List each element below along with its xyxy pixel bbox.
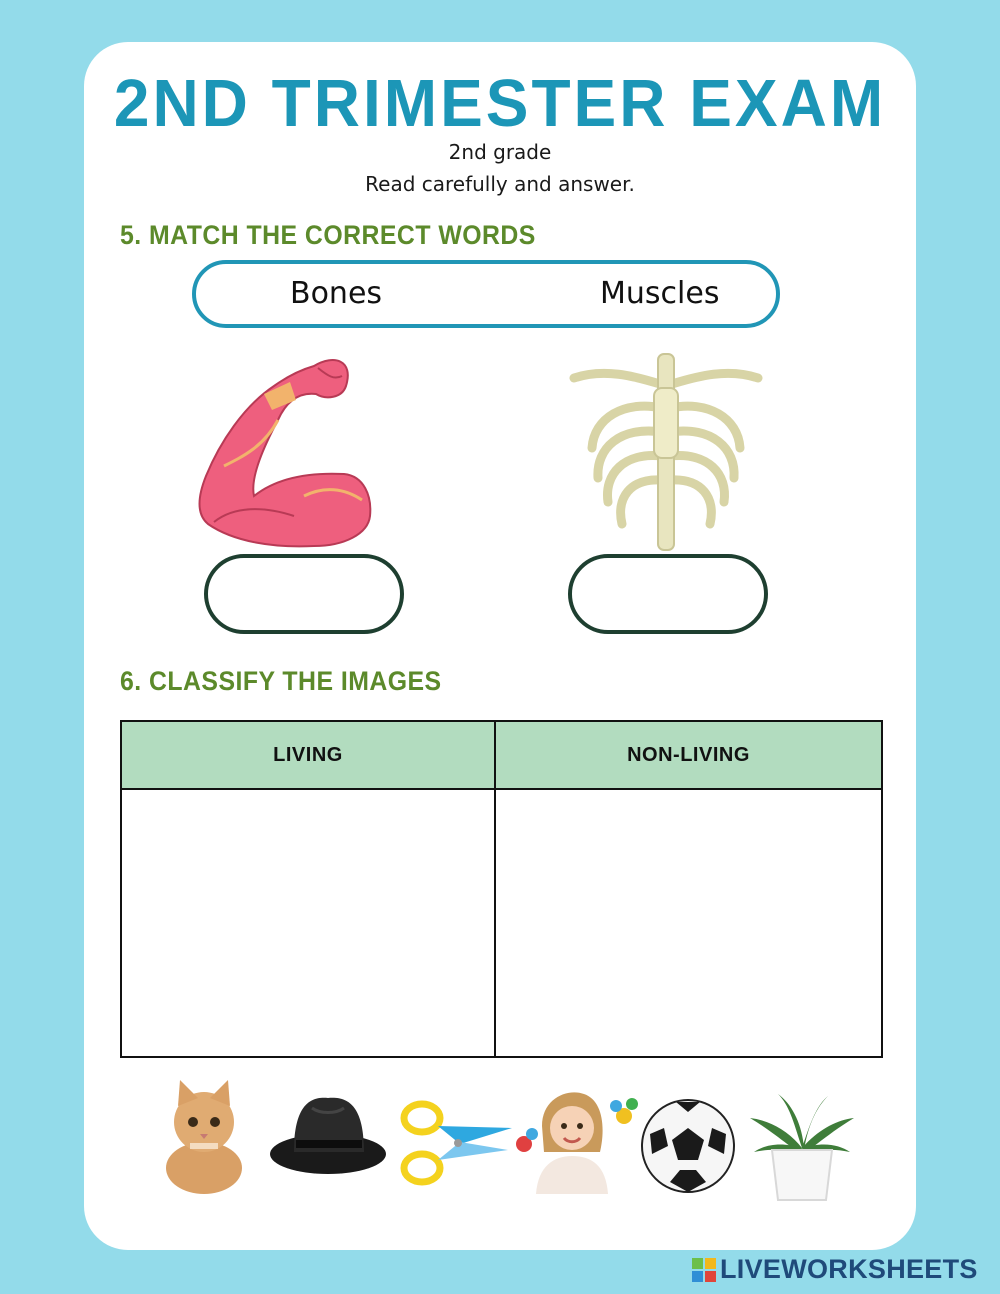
hat-image[interactable]: [268, 1088, 390, 1182]
liveworksheets-brand: LIVEWORKSHEETS: [720, 1254, 978, 1284]
page-title: 2ND TRIMESTER EXAM: [113, 65, 887, 141]
word-muscles[interactable]: Muscles: [600, 276, 720, 311]
classify-table: [120, 720, 883, 1058]
word-bones[interactable]: Bones: [290, 276, 383, 311]
kitten-image[interactable]: [160, 1076, 248, 1196]
answer-box-arm[interactable]: [204, 554, 404, 634]
soccer-ball-image[interactable]: [640, 1098, 736, 1194]
column-non-living: NON-LIVING: [495, 721, 882, 789]
section-5-heading: 5. MATCH THE CORRECT WORDS: [120, 220, 536, 250]
scissors-image[interactable]: [400, 1092, 518, 1192]
section-6-heading: 6. CLASSIFY THE IMAGES: [120, 666, 442, 696]
girl-image[interactable]: [514, 1086, 640, 1194]
rib-cage-image: [564, 348, 768, 552]
flexed-arm-image: [194, 346, 376, 556]
grade-label: 2nd grade: [448, 140, 552, 164]
drop-zone-living[interactable]: [121, 789, 495, 1057]
answer-box-ribcage[interactable]: [568, 554, 768, 634]
liveworksheets-logo-icon: [692, 1258, 716, 1282]
word-bank: [192, 260, 780, 328]
instruction-text: Read carefully and answer.: [365, 172, 635, 196]
plant-image[interactable]: [748, 1090, 856, 1202]
drop-zone-non-living[interactable]: [495, 789, 882, 1057]
column-living: LIVING: [121, 721, 495, 789]
